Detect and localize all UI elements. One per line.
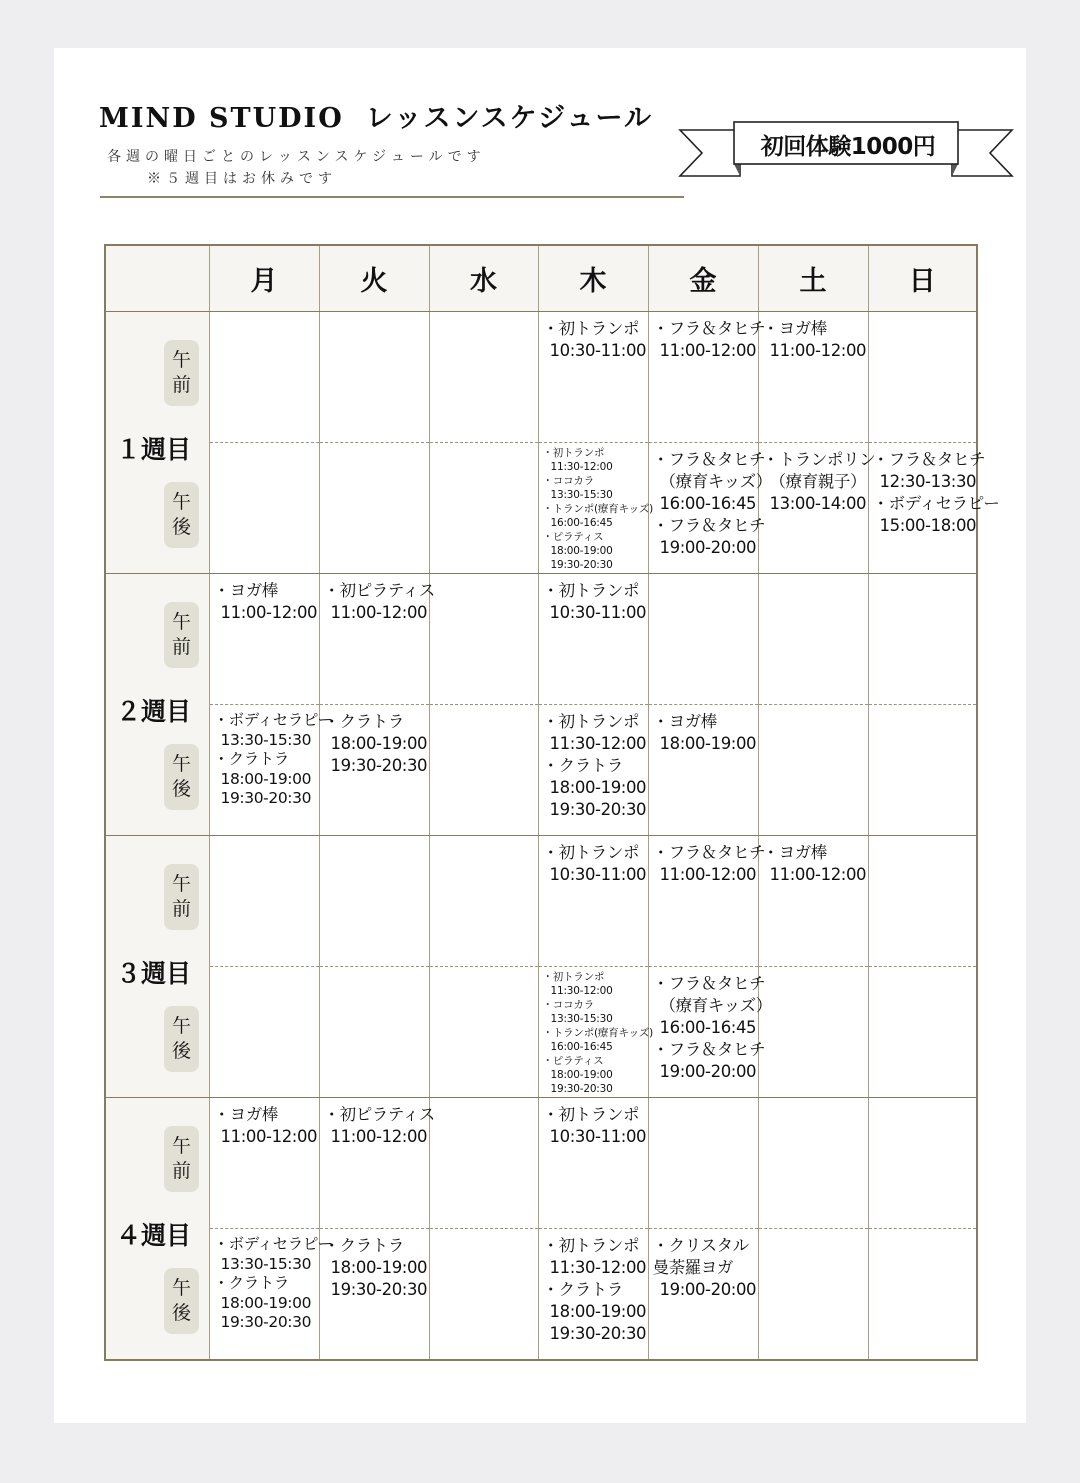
lesson-entry [759, 443, 876, 515]
lesson-entry [759, 836, 868, 886]
lesson-time: 19:30-20:30 [549, 1324, 647, 1343]
lesson-cell-sun [868, 1098, 977, 1229]
week-label: ４週目 [116, 1221, 192, 1250]
lesson-name: 曼荼羅ヨガ [652, 1258, 734, 1277]
lesson-cell-tue [319, 574, 435, 705]
lesson-name: ・ヨガ棒 [213, 1105, 278, 1124]
title-divider [100, 196, 684, 198]
lesson-entry [539, 1229, 648, 1345]
am-tag-char: 前 [171, 636, 191, 658]
lesson-time: 18:00-19:00 [659, 734, 757, 753]
lesson-name: ・ヨガ棒 [762, 319, 827, 338]
lesson-cell-wed [429, 443, 538, 574]
lesson-name: ・初トランポ [542, 843, 640, 862]
lesson-time: 11:00-12:00 [769, 865, 867, 884]
lesson-cell-sun [868, 967, 977, 1098]
lesson-cell-sat [758, 1098, 868, 1229]
lesson-time: （療育キッズ） [659, 996, 772, 1015]
lesson-entry [320, 1098, 435, 1148]
am-tag-char: 午 [171, 873, 191, 895]
lesson-name: ・フラ＆タヒチ [872, 450, 986, 469]
lesson-name: ・クラトラ [323, 1236, 405, 1255]
am-tag-char: 前 [171, 898, 191, 920]
lesson-cell-sat [758, 443, 876, 574]
lesson-cell-sat [758, 836, 868, 967]
lesson-entry [539, 443, 654, 572]
lesson-entry [649, 443, 772, 559]
lesson-entry [649, 967, 772, 1083]
am-tag-char: 前 [171, 374, 191, 396]
day-header-mon: 月 [209, 245, 319, 312]
day-header-sat: 土 [758, 245, 868, 312]
lesson-entry [210, 1229, 333, 1333]
week-label-cell [105, 574, 209, 836]
lesson-cell-sun [868, 836, 977, 967]
am-tag-char: 前 [171, 1160, 191, 1182]
lesson-name: ・初トランポ [542, 971, 605, 983]
lesson-entry [320, 1229, 429, 1301]
week-1-am-row [105, 312, 977, 443]
week-4-am-row [105, 1098, 977, 1229]
lesson-time: 18:00-19:00 [330, 1258, 428, 1277]
lesson-cell-mon [209, 1229, 333, 1361]
lesson-time: （療育キッズ） [659, 472, 772, 491]
day-header-thu: 木 [538, 245, 648, 312]
lesson-cell-sun [868, 1229, 977, 1361]
lesson-cell-wed [429, 1229, 538, 1361]
lesson-cell-wed [429, 574, 538, 705]
lesson-cell-fri [648, 1229, 758, 1361]
lesson-time: 19:30-20:30 [330, 1280, 428, 1299]
lesson-cell-thu [538, 836, 648, 967]
lesson-cell-fri [648, 836, 766, 967]
lesson-cell-sat [758, 312, 868, 443]
lesson-time: 11:00-12:00 [659, 865, 757, 884]
lesson-name: ・初トランポ [542, 1236, 640, 1255]
lesson-cell-mon [209, 1098, 319, 1229]
schedule-body [105, 312, 1000, 1361]
schedule-table [104, 244, 1000, 1361]
lesson-name: ・フラ＆タヒチ [652, 974, 766, 993]
am-tag-char: 午 [171, 1135, 191, 1157]
lesson-entry [320, 705, 429, 777]
lesson-cell-fri [648, 443, 772, 574]
lesson-cell-thu [538, 574, 648, 705]
lesson-time: 16:00-16:45 [659, 1018, 757, 1037]
day-header-wed: 水 [429, 245, 538, 312]
lesson-name: ・初ピラティス [323, 1105, 435, 1124]
lesson-time: 19:00-20:00 [659, 1062, 757, 1081]
lesson-cell-wed [429, 967, 538, 1098]
lesson-cell-sun [868, 705, 977, 836]
lesson-name: ・ボディセラピー [213, 1235, 333, 1253]
schedule-page [54, 48, 1026, 1423]
lesson-name: ・トランポ(療育キッズ) [542, 1027, 654, 1039]
am-tag [164, 864, 199, 930]
lesson-name: ・初トランポ [542, 319, 640, 338]
trial-offer-ribbon [678, 118, 1014, 184]
lesson-name: ・初トランポ [542, 447, 605, 459]
lesson-entry [759, 312, 868, 362]
lesson-entry [649, 836, 766, 886]
lesson-name: ・ボディセラピー [213, 711, 333, 729]
pm-tag [164, 482, 199, 548]
lesson-entry [649, 1229, 758, 1301]
lesson-cell-sun [868, 574, 977, 705]
lesson-name: ・トランポ(療育キッズ) [542, 503, 654, 515]
lesson-time: 10:30-11:00 [549, 865, 647, 884]
lesson-time: 16:00-16:45 [550, 1041, 613, 1053]
lesson-time: 19:30-20:30 [220, 789, 312, 807]
lesson-cell-tue [319, 1229, 429, 1361]
pm-tag [164, 1268, 199, 1334]
lesson-cell-thu [538, 967, 654, 1098]
week-3-pm-row [105, 967, 977, 1098]
lesson-time: 11:00-12:00 [220, 1127, 318, 1146]
pm-tag-char: 後 [171, 778, 191, 800]
lesson-time: 18:00-19:00 [550, 545, 613, 557]
week-label-cell [105, 312, 209, 574]
lesson-entry [210, 574, 319, 624]
lesson-name: ・初トランポ [542, 1105, 640, 1124]
lesson-cell-wed [429, 1098, 538, 1229]
pm-tag-char: 午 [171, 753, 191, 775]
lesson-time: 18:00-19:00 [220, 769, 312, 788]
lesson-name: ・クラトラ [213, 1274, 290, 1292]
lesson-cell-tue [319, 1098, 435, 1229]
lesson-cell-fri [648, 967, 772, 1098]
lesson-entry [649, 312, 766, 362]
lesson-time: 11:30-12:00 [550, 461, 613, 473]
lesson-name: ・ヨガ棒 [652, 712, 717, 731]
lesson-entry [539, 1098, 648, 1148]
lesson-name: ・フラ＆タヒチ [652, 319, 766, 338]
lesson-time: 11:30-12:00 [550, 985, 613, 997]
pm-tag-char: 午 [171, 491, 191, 513]
week-label: ２週目 [116, 697, 192, 726]
lesson-name: ・クラトラ [323, 712, 405, 731]
day-header-row [105, 245, 977, 312]
am-tag [164, 340, 199, 406]
lesson-time: 13:30-15:30 [220, 1254, 312, 1273]
lesson-name: ・ピラティス [542, 531, 604, 543]
lesson-time: 13:00-14:00 [769, 494, 867, 513]
week-label-cell [105, 836, 209, 1098]
lesson-time: 19:00-20:00 [659, 1280, 757, 1299]
lesson-time: 13:30-15:30 [220, 730, 312, 749]
lesson-cell-mon [209, 967, 319, 1098]
lesson-time: 18:00-19:00 [550, 1069, 613, 1081]
week-4-pm-row [105, 1229, 977, 1361]
lesson-name: ・フラ＆タヒチ [652, 1040, 766, 1059]
lesson-cell-mon [209, 443, 319, 574]
lesson-cell-tue [319, 312, 429, 443]
week-2-pm-row [105, 705, 977, 836]
day-header-fri: 金 [648, 245, 758, 312]
lesson-cell-wed [429, 836, 538, 967]
closed-note: ※５週目はお休みです [147, 171, 337, 187]
lesson-time: （療育親子） [769, 472, 867, 491]
lesson-name: ・初トランポ [542, 712, 640, 731]
am-tag [164, 602, 199, 668]
title-main: レッスンスケジュール [365, 103, 654, 134]
lesson-time: 18:00-19:00 [330, 734, 428, 753]
lesson-time: 19:30-20:30 [220, 1313, 312, 1331]
lesson-name: ・ピラティス [542, 1055, 604, 1067]
lesson-cell-tue [319, 705, 429, 836]
lesson-cell-thu [538, 705, 648, 836]
lesson-cell-fri [648, 574, 758, 705]
lesson-name: ・ココカラ [542, 475, 594, 487]
pm-tag [164, 744, 199, 810]
lesson-cell-wed [429, 312, 538, 443]
lesson-entry [539, 836, 648, 886]
week-label-cell [105, 1098, 209, 1361]
lesson-cell-mon [209, 312, 319, 443]
brand-name: MIND STUDIO [99, 103, 344, 134]
lesson-time: 11:00-12:00 [220, 603, 318, 622]
lesson-name: ・フラ＆タヒチ [652, 843, 766, 862]
lesson-cell-thu [538, 1098, 648, 1229]
corner-cell [105, 245, 209, 312]
lesson-time: 10:30-11:00 [549, 1127, 647, 1146]
lesson-cell-fri [648, 1098, 758, 1229]
lesson-time: 18:00-19:00 [220, 1293, 312, 1312]
lesson-cell-mon [209, 574, 319, 705]
lesson-name: ・クラトラ [542, 1280, 624, 1299]
lesson-cell-fri [648, 312, 766, 443]
lesson-cell-thu [538, 1229, 648, 1361]
lesson-cell-mon [209, 836, 319, 967]
lesson-name: ・ヨガ棒 [762, 843, 827, 862]
lesson-entry [539, 312, 648, 362]
pm-tag-char: 後 [171, 1302, 191, 1324]
lesson-time: 19:00-20:00 [659, 538, 757, 557]
lesson-entry [210, 705, 333, 809]
lesson-time: 15:00-18:00 [879, 516, 977, 535]
lesson-name: ・初ピラティス [323, 581, 435, 600]
lesson-time: 19:30-20:30 [550, 1083, 613, 1095]
lesson-time: 12:30-13:30 [879, 472, 977, 491]
am-tag-char: 午 [171, 349, 191, 371]
lesson-cell-sat [758, 967, 868, 1098]
day-header-sun: 日 [868, 245, 977, 312]
day-header-tue: 火 [319, 245, 429, 312]
lesson-time: 11:00-12:00 [769, 341, 867, 360]
lesson-cell-sat [758, 705, 868, 836]
lesson-cell-thu [538, 443, 654, 574]
lesson-cell-tue [319, 443, 429, 574]
lesson-time: 18:00-19:00 [549, 1302, 647, 1321]
lesson-time: 16:00-16:45 [659, 494, 757, 513]
lesson-entry [320, 574, 435, 624]
lesson-name: ・初トランポ [542, 581, 640, 600]
lesson-time: 11:00-12:00 [659, 341, 757, 360]
subtitle: 各週の曜日ごとのレッスンスケジュールです [107, 149, 486, 165]
lesson-time: 19:30-20:30 [550, 559, 613, 571]
lesson-name: ・トランポリン [762, 450, 876, 469]
lesson-time: 13:30-15:30 [550, 489, 613, 501]
lesson-name: ・ボディセラピー [872, 494, 1000, 513]
lesson-cell-sat [758, 1229, 868, 1361]
lesson-time: 11:30-12:00 [549, 1258, 647, 1277]
lesson-entry [649, 705, 758, 755]
pm-tag [164, 1006, 199, 1072]
lesson-time: 19:30-20:30 [549, 800, 647, 819]
week-3-am-row [105, 836, 977, 967]
lesson-name: ・フラ＆タヒチ [652, 516, 766, 535]
lesson-time: 11:30-12:00 [549, 734, 647, 753]
lesson-entry [539, 705, 648, 821]
lesson-cell-mon [209, 705, 333, 836]
am-tag-char: 午 [171, 611, 191, 633]
lesson-time: 11:00-12:00 [330, 603, 428, 622]
pm-tag-char: 後 [171, 1040, 191, 1062]
lesson-cell-tue [319, 836, 429, 967]
week-2-am-row [105, 574, 977, 705]
lesson-name: ・クラトラ [542, 756, 624, 775]
lesson-time: 19:30-20:30 [330, 756, 428, 775]
pm-tag-char: 午 [171, 1015, 191, 1037]
lesson-entry [869, 443, 1000, 537]
lesson-time: 10:30-11:00 [549, 603, 647, 622]
lesson-name: ・クリスタル [652, 1236, 749, 1255]
lesson-cell-thu [538, 312, 648, 443]
lesson-time: 11:00-12:00 [330, 1127, 428, 1146]
pm-tag-char: 後 [171, 516, 191, 538]
week-label: １週目 [116, 435, 192, 464]
lesson-time: 10:30-11:00 [549, 341, 647, 360]
lesson-entry [539, 967, 654, 1096]
lesson-name: ・ココカラ [542, 999, 594, 1011]
lesson-entry [539, 574, 648, 624]
lesson-cell-fri [648, 705, 758, 836]
lesson-time: 18:00-19:00 [549, 778, 647, 797]
lesson-time: 13:30-15:30 [550, 1013, 613, 1025]
week-label: ３週目 [116, 959, 192, 988]
lesson-cell-wed [429, 705, 538, 836]
lesson-cell-sat [758, 574, 868, 705]
lesson-cell-sun [868, 312, 977, 443]
lesson-cell-sun [868, 443, 1000, 574]
page-title [99, 96, 653, 135]
pm-tag-char: 午 [171, 1277, 191, 1299]
lesson-name: ・クラトラ [213, 750, 290, 768]
lesson-name: ・ヨガ棒 [213, 581, 278, 600]
lesson-entry [210, 1098, 319, 1148]
lesson-cell-tue [319, 967, 429, 1098]
am-tag [164, 1126, 199, 1192]
trial-offer-label: 初回体験1000円 [760, 134, 936, 160]
lesson-name: ・フラ＆タヒチ [652, 450, 766, 469]
week-1-pm-row [105, 443, 977, 574]
lesson-time: 16:00-16:45 [550, 517, 613, 529]
